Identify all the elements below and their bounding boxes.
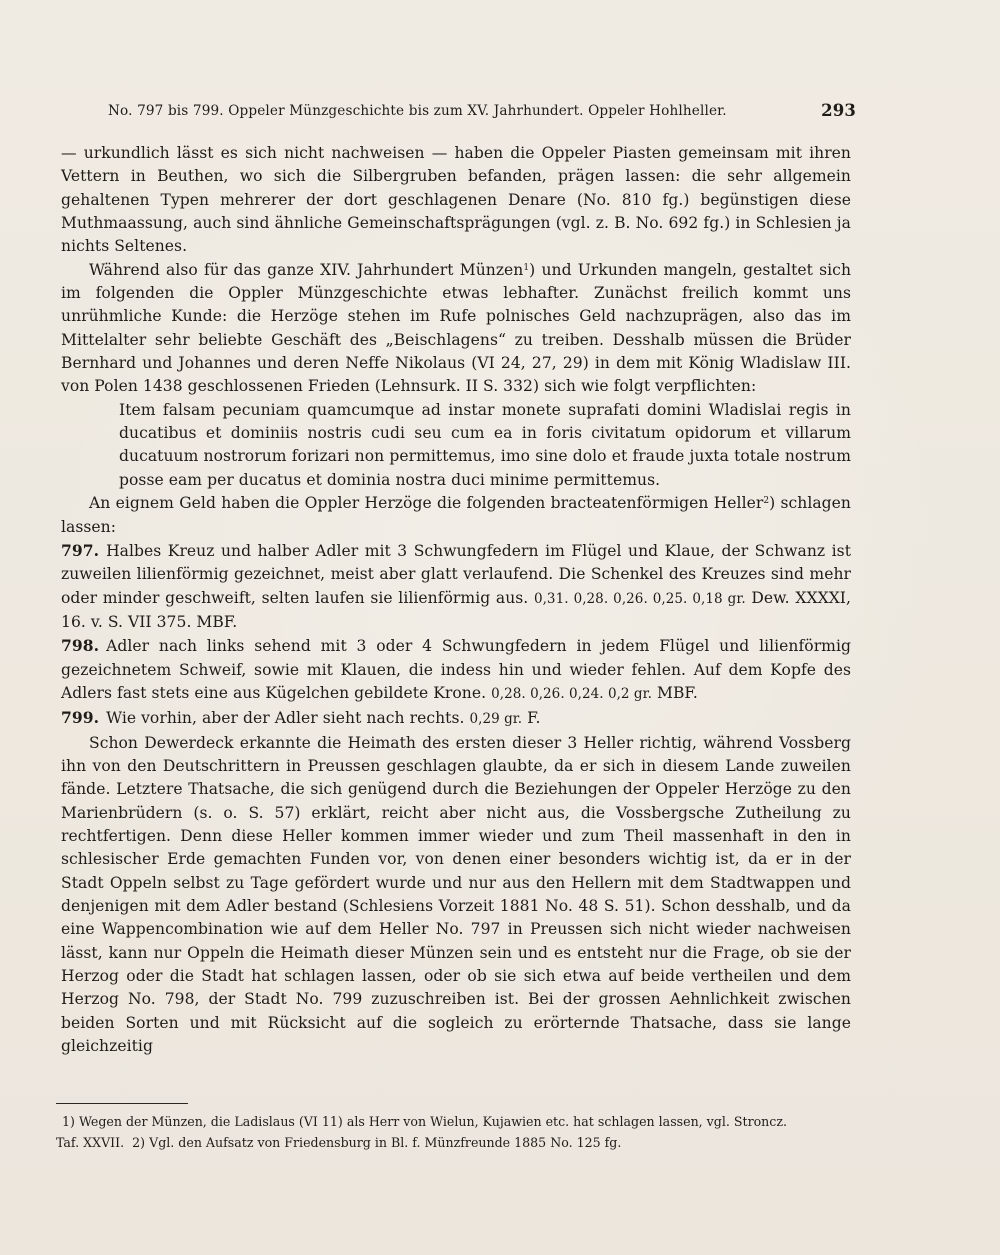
paragraph-text-part-1: Während also für das ganze XIV. Jahrhundert Münzen bbox=[89, 260, 524, 279]
coin-entry-797 bbox=[61, 539, 851, 634]
footnote-1-text: Wegen der Münzen, die Ladislaus (VI 11) als Herr von Wielun, Kujawien etc. hat schlagen lassen, vgl. Stroncz. bbox=[78, 1114, 787, 1129]
running-header-title: No. 797 bis 799. Oppeler Münzgeschichte bis zum XV. Jahrhundert. Oppeler Hohlheller. bbox=[108, 103, 727, 119]
paragraph-text-part-2: ) schlagen lassen: bbox=[61, 494, 851, 536]
footnotes bbox=[56, 1111, 848, 1153]
page-number: 293 bbox=[821, 101, 856, 120]
main-text bbox=[61, 142, 851, 1058]
footnote-2-text: Vgl. den Aufsatz von Friedensburg in Bl. f. Münzfreunde 1885 No. 125 fg. bbox=[149, 1135, 622, 1150]
paragraph-text-part-1: An eignem Geld haben die Oppler Herzöge die folgenden bracteatenförmigen Heller bbox=[89, 494, 764, 513]
coin-entry-798 bbox=[61, 634, 851, 706]
entry-number: 799. bbox=[61, 708, 100, 728]
entry-weights: 0,31. 0,28. 0,26. 0,25. 0,18 gr. bbox=[533, 590, 746, 607]
entry-weights: 0,28. 0,26. 0,24. 0,2 gr. bbox=[491, 685, 652, 702]
entry-description: Adler nach links sehend mit 3 oder 4 Schwungfedern in jedem Flügel und lilienförmig gezeichnetem Schweif, sowie mit Klauen, die indess hin und wieder fehlen. Auf dem Kopfe des Adlers fast stets eine aus Kügelchen gebildete Krone. bbox=[61, 637, 851, 702]
footnote-marker-2: 2 bbox=[763, 496, 770, 507]
entry-reference: MBF. bbox=[656, 683, 698, 702]
paragraph-text-part-2: ) und Urkunden mangeln, gestaltet sich im folgenden die Oppler Münzgeschichte etwas lebhafter. Zunächst freilich kommt uns unrühmliche Kunde: die Herzöge stehen im Rufe polnisches Geld nachzuprägen, also das im Mittelalter sehr beliebte Geschäft des „Beischlagens“ zu treiben. Desshalb müssen die Brüder Bernhard und Johannes und deren Neffe Nikolaus (VI 24, 27, 29) in dem mit König Wladislaw III. von Polen 1438 geschlossenen Frieden (Lehnsurk. II S. 332) sich wie folgt verpflichten: bbox=[61, 260, 852, 396]
footnote-divider bbox=[56, 1103, 188, 1104]
entry-number: 797. bbox=[61, 540, 100, 560]
paragraph-heller-intro bbox=[61, 492, 851, 539]
entry-number: 798. bbox=[61, 636, 100, 656]
entry-description: Wie vorhin, aber der Adler sieht nach rechts. bbox=[106, 709, 465, 728]
footnote-1-line-2-and-footnote-2 bbox=[56, 1132, 848, 1153]
latin-quotation: Item falsam pecuniam quamcumque ad instar monete suprafati domini Wladislai regis in ducatibus et dominiis nostris cudi seu cum ea in foris civitatum opidorum et villarum ducatuum nostrorum forizari non permittemus, imo sine dolo et fraude juxta totale nostrum posse eam per ducatus et dominia nostra duci minime permittemus. bbox=[119, 400, 851, 489]
footnote-marker-1: 1 bbox=[523, 262, 530, 273]
footnote-1-marker: 1) bbox=[62, 1114, 75, 1129]
footnote-1-continued: Taf. XXVII. bbox=[56, 1135, 125, 1150]
footnote-1-line-1 bbox=[62, 1111, 848, 1132]
running-header bbox=[108, 103, 856, 125]
entry-weights: 0,29 gr. bbox=[469, 711, 523, 728]
entry-description: Halbes Kreuz und halber Adler mit 3 Schwungfedern im Flügel und Klaue, der Schwanz ist zuweilen lilienförmig gezeichnet, meist aber glatt verlaufend. Die Schenkel des Kreuzes sind mehr oder minder geschweift, selten laufen sie lilienförmig aus. bbox=[61, 541, 851, 607]
entry-reference: Dew. XXXXI, 16. v. S. VII 375. MBF. bbox=[61, 588, 851, 631]
paragraph-attribution: Schon Dewerdeck erkannte die Heimath des ersten dieser 3 Heller richtig, während Vossberg ihn von den Deutschrittern in Preussen geschlagen glaubte, da er sich in diesem Lande zuweilen fände. Letztere Thatsache, die sich genügend durch die Beziehungen der Oppeler Herzöge zu den Marienbrüdern (s. o. S. 57) erklärt, reicht aber nicht aus, die Vossbergsche Zutheilung zu rechtfertigen. Denn diese Heller kommen immer wieder und zum Theil massenhaft in den in schlesischer Erde gemachten Funden vor, von denen einer besonders wichtig ist, da er in der Stadt Oppeln selbst zu Tage gefördert wurde und nur aus den Hellern mit dem Stadtwappen und denjenigen mit dem Adler bestand (Schlesiens Vorzeit 1881 No. 48 S. 51). Schon desshalb, und da eine Wappencombination wie auf dem Heller No. 797 in Preussen sich nicht wieder nachweisen lässt, kann nur Oppeln die Heimath dieser Münzen sein und es entsteht nur die Frage, ob sie der Herzog oder die Stadt hat schlagen lassen, oder ob sie sich etwa auf beide vertheilen und dem Herzog No. 798, der Stadt No. 799 zuzuschreiben ist. Bei der grossen Aehnlichkeit zwischen beiden Sorten und mit Rücksicht auf die sogleich zu erörternde Thatsache, dass sie lange gleichzeitig bbox=[61, 733, 851, 1056]
paragraph-continuation: — urkundlich lässt es sich nicht nachweisen — haben die Oppeler Piasten gemeinsam mit ihren Vettern in Beuthen, wo sich die Silbergruben befanden, prägen lassen: die sehr allgemein gehaltenen Typen mehrerer der dort geschlagenen Denare (No. 810 fg.) begünstigen diese Muthmaassung, auch sind ähnliche Gemeinschaftsprägungen (vgl. z. B. No. 692 fg.) in Schlesien ja nichts Seltenes. bbox=[61, 144, 851, 256]
paragraph-oppler-history bbox=[61, 259, 851, 399]
entry-reference: F. bbox=[527, 709, 541, 728]
footnote-2-marker: 2) bbox=[132, 1135, 146, 1150]
coin-entry-799 bbox=[61, 706, 851, 731]
